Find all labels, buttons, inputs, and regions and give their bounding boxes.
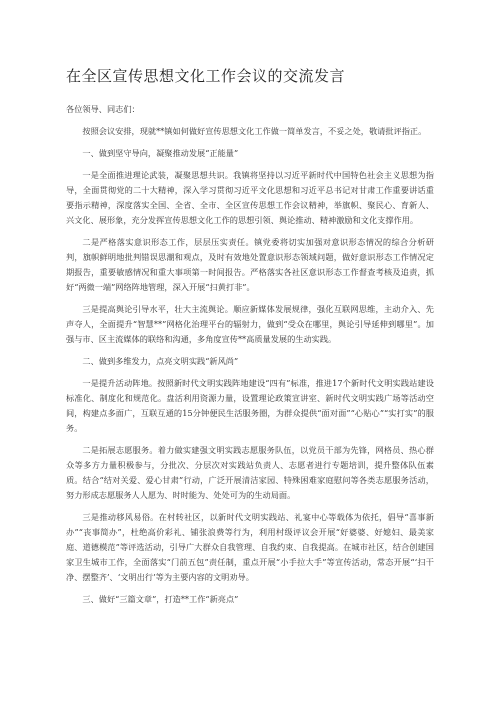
intro-paragraph: 按照会议安排，现就**镇如何做好宣传思想文化工作做一简单发言，不妥之处，敬请批评指正。 [82,126,427,136]
section-heading-1: 一、做到坚守导向，凝聚推动发展“正能量” [82,148,239,158]
paragraph-2-3: 三是推动移风易俗。在村转社区，以新时代文明实践站、礼宴中心等载体为依托，倡导“喜事新办”“丧事简办”，杜绝高价彩礼、铺张浪费等行为，利用村级评议会开展“好婆婆、好媳妇、最美家庭、道德模范”等评选活动，引导广大群众自我管理、自我约束、自我提高。在城市社区，结合创建国家卫生城市工作，全面落实“门前五包”责任制，重点开展“小手拉大手”等宣传活动，常态开展“‘扫干净、摆整齐’、‘文明出行’等为主要内容的文明劝导。 [66,512,434,582]
paragraph-2-1: 一是提升活动阵地。按照新时代文明实践阵地建设“四有”标准，推进17个新时代文明实践站建设标准化、制度化和规范化。盘活利用资源力量，设置理论政策宣讲室、新时代文明实践广场等活动空间，构建点多面广，互联互通的15分钟便民生活服务圈，为群众提供“面对面”“心贴心”“实打实”的服务。 [66,378,434,433]
section-heading-2: 二、做到多维发力，点亮文明实践“新风尚” [82,356,239,366]
document-title: 在全区宣传思想文化工作会议的交流发言 [66,67,346,85]
salutation: 各位领导、同志们： [66,104,140,114]
paragraph-1-2: 二是严格落实意识形态工作，层层压实责任。镇党委将切实加强对意识形态情况的综合分析研判，旗帜鲜明地批判错误思潮和观点，及时有效地处置意识形态领域问题，做好意识形态工作情况定期报告，重要敏感情况和重大事项第一时间报告。严格落实各社区意识形态工作督查考核及追责，抓好“两微一端”网络阵地管理，深入开展“扫黄打非”。 [66,237,434,292]
paragraph-1-3: 三是提高舆论引导水平，壮大主流舆论。顺应新媒体发展规律，强化互联网思维，主动介入、先声夺人，全面提升“智慧**”网格化治理平台的辐射力，做到“受众在哪里，舆论引导延伸到哪里”。加强与市、区主流媒体的联络和沟通，多角度宣传**高质量发展的生动实践。 [66,304,434,344]
paragraph-2-2: 二是拓展志愿服务。着力做实建强文明实践志愿服务队伍，以党员干部为先锋，网格员、热心群众等多方力量积极参与，分批次、分层次对实践站负责人、志愿者进行专题培训，提升整体队伍素质。结合“结对关爱、爱心甘肃”行动，广泛开展清洁家园、特殊困难家庭慰问等各类志愿服务活动，努力形成志愿服务人人愿为、时时能为、处处可为的生动局面。 [66,445,434,500]
section-heading-3: 三、做好“三篇文章”，打造**工作“新亮点” [82,594,239,604]
paragraph-1-1: 一是全面推进理论武装，凝聚思想共识。我镇将坚持以习近平新时代中国特色社会主义思想为指导，全面贯彻党的二十大精神，深入学习贯彻习近平文化思想和习近平总书记对甘肃工作重要讲话重要指示精神，深度落实全国、全省、全市、全区宣传思想工作会议精神，举旗帜、聚民心、育新人、兴文化、展形象，充分发挥宣传思想文化工作的思想引领、舆论推动、精神激励和文化支撑作用。 [66,170,434,225]
